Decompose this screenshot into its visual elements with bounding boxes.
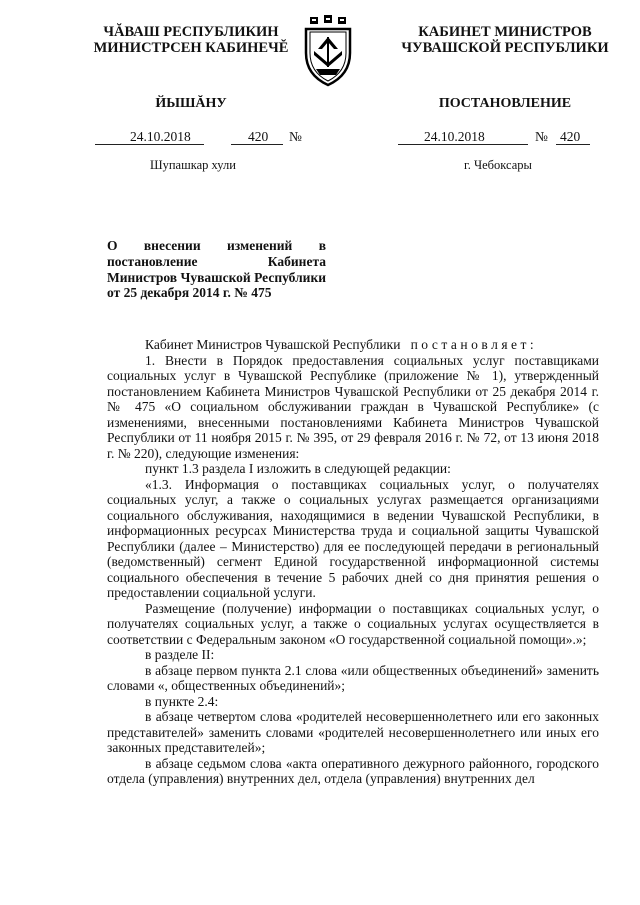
number-underline-right [556,144,590,145]
date-left: 24.10.2018 [130,129,191,144]
paragraph-1: 1. Внести в Порядок предоставления социальных услуг поставщиками социальных услуг в Чувашской Республике (приложение № 1), утвержденный постановлением Кабинета Министров Чувашской Республики от 25 декабря 2014 г. № 475 «О социальном обслуживании граждан в Чувашской Республике» (с изменениями, внесенными постановлениями Кабинета Министров Чувашской Республики от 11 ноября 2015 г. № 395, от 29 февраля 2016 г. № 72, от 13 июня 2018 г. № 220), следующие изменения: [107,352,599,461]
document-subject: О внесении изменений в постановление Кабинета Министров Чувашской Республики от 25 декабря 2014 г. № 475 [107,238,326,301]
issuer-header-chuvash [60,24,322,56]
paragraph-2: пункт 1.3 раздела I изложить в следующей редакции: [145,461,451,476]
preamble-verb: постановляет: [410,337,538,352]
number-sign-right: № [535,129,548,144]
number-left: 420 [248,129,269,144]
doc-type-russian: ПОСТАНОВЛЕНИЕ [438,96,572,111]
issuer-line-2: МИНИСТРСЕН КАБИНЕЧĔ [93,40,289,56]
issuer-line-2: ЧУВАШСКОЙ РЕСПУБЛИКИ [401,40,609,56]
document-body [107,337,599,787]
paragraph-9: в абзаце седьмом слова «акта оперативного дежурного районного, городского отдела (управления) внутренних дел, отдела (управления) внутренних дел [107,755,599,786]
number-sign-left: № [289,129,302,144]
number-underline-left [231,144,283,145]
place-russian: г. Чебоксары [464,158,532,172]
date-underline-right [398,144,528,145]
paragraph-4: Размещение (получение) информации о поставщиках социальных услуг, о получателях социальных услуг, а также о социальных услугах осуществляется в соответствии с Федеральным законом «О государственной социальной помощи».»; [107,600,599,647]
date-right: 24.10.2018 [424,129,485,144]
chuvash-emblem-icon [300,15,356,89]
paragraph-3: «1.3. Информация о поставщиках социальных услуг, о получателях социальных услуг, а также о социальных услугах размещается организациями социального обслуживания, находящимися в ведении Чувашской Республики, в информационных ресурсах Министерства труда и социальной защиты Чувашской Республики (далее – Министерство) для ее последующей передачи в региональный (ведомственный) сегмент Единой государственной информационной системы социального обеспечения в течение 5 рабочих дней со дня принятия решения о предоставлении социальной услуги. [107,476,599,600]
preamble-text: Кабинет Министров Чувашской Республики [145,337,401,352]
issuer-line-1: ЧĂВАШ РЕСПУБЛИКИН [103,24,279,40]
issuer-header-russian [364,24,640,56]
paragraph-6: в абзаце первом пункта 2.1 слова «или общественных объединений» заменить словами «, общественных объединений»; [107,662,599,693]
doc-type-chuvash: ЙЫШĂНУ [155,96,227,111]
paragraph-7: в пункте 2.4: [145,693,219,709]
number-right: 420 [560,129,581,144]
issuer-line-1: КАБИНЕТ МИНИСТРОВ [418,24,592,40]
date-underline-left [95,144,204,145]
preamble [107,337,599,353]
paragraph-5: в разделе II: [145,647,215,662]
paragraph-8: в абзаце четвертом слова «родителей несовершеннолетнего или его законных представителей» заменить словами «родителей несовершеннолетнего или иных его законных представителей»; [107,709,599,755]
place-chuvash: Шупашкар хули [150,158,236,172]
